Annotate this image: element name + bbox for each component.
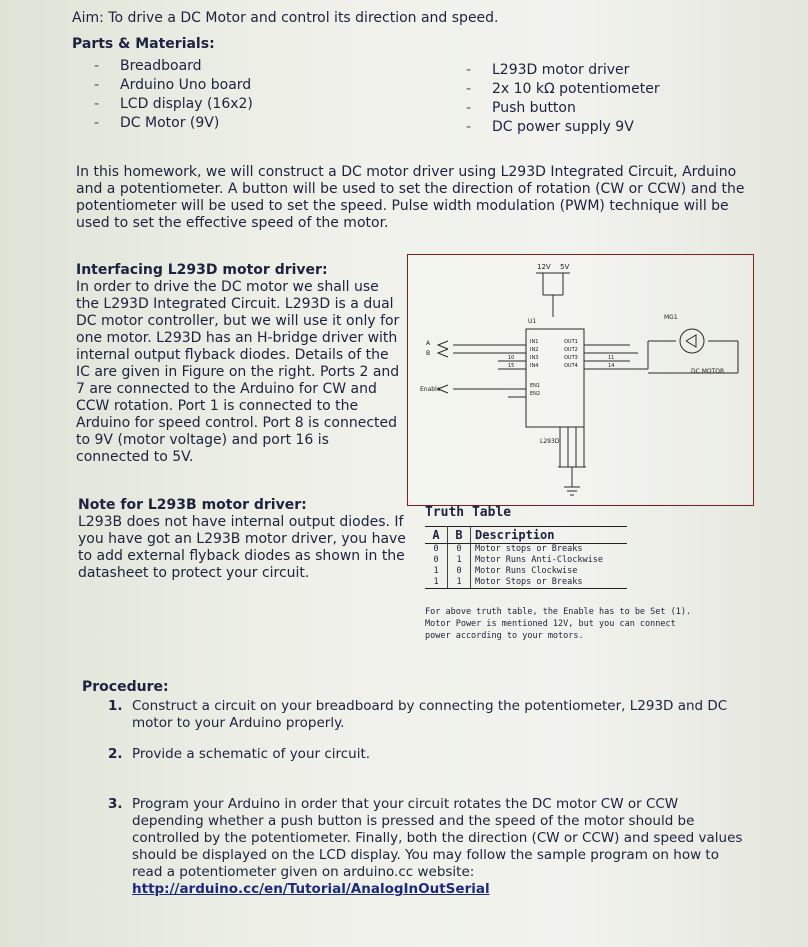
procedure-step-2: 2. Provide a schematic of your circuit.	[108, 746, 371, 762]
svg-text:14: 14	[608, 363, 615, 369]
table-row: 0 1 Motor Runs Anti-Clockwise	[425, 555, 627, 566]
list-item: - LCD display (16x2)	[94, 96, 253, 112]
svg-text:IN3: IN3	[530, 355, 539, 361]
svg-text:U1: U1	[528, 318, 537, 325]
table-row: 0 0 Motor stops or Breaks	[425, 544, 627, 556]
svg-text:OUT4: OUT4	[564, 363, 578, 369]
svg-text:MG1: MG1	[664, 314, 678, 321]
svg-text:B: B	[426, 350, 431, 357]
procedure-step-3: 3. Program your Arduino in order that your circuit rotates the DC motor CW or CCW depending whether a push button is pressed and the speed of the motor should be controlled by the potentiometer. Finally, both the direction (CW or CCW) and speed values should be displayed on the LCD display. You may follow the sample program on how to read a potentiometer given on arduino.cc website: http://arduino.cc/en/Tutorial/AnalogInOutSerial	[108, 796, 743, 897]
list-item: - DC power supply 9V	[466, 119, 634, 135]
note-section	[78, 497, 408, 582]
truth-table	[425, 526, 627, 589]
schematic-drawing	[408, 255, 753, 505]
procedure-step-1: 1. Construct a circuit on your breadboard by connecting the potentiometer, L293D and DC motor to your Arduino properly.	[108, 698, 728, 731]
interfacing-body: In order to drive the DC motor we shall use the L293D Integrated Circuit. L293D is a dual DC motor controller, but we will use it only for one motor. L293D has an H-bridge driver with internal output flyback diodes. Details of the IC are given in Figure on the right. Ports 2 and 7 are connected to the Arduino for CW and CCW rotation. Port 1 is connected to the Arduino for speed control. Port 8 is connected to 9V (motor voltage) and port 16 is connected to 5V.	[76, 279, 400, 465]
list-item: - DC Motor (9V)	[94, 115, 220, 131]
list-item: - Arduino Uno board	[94, 77, 252, 93]
svg-text:10: 10	[508, 355, 515, 361]
svg-text:IN1: IN1	[530, 339, 539, 345]
svg-text:L293D: L293D	[540, 438, 560, 445]
procedure-title: Procedure:	[82, 679, 169, 695]
truth-table-note: For above truth table, the Enable has to be Set (1). Motor Power is mentioned 12V, but you can connect power according to your motors.	[425, 607, 692, 641]
svg-text:OUT1: OUT1	[564, 339, 578, 345]
parts-list-right	[466, 61, 660, 137]
svg-text:IN4: IN4	[530, 363, 539, 369]
svg-text:Enable: Enable	[420, 386, 441, 393]
svg-text:IN2: IN2	[530, 347, 539, 353]
list-item: - 2x 10 kΩ potentiometer	[466, 81, 660, 97]
svg-text:12V: 12V	[537, 263, 551, 271]
interfacing-title: Interfacing L293D motor driver:	[76, 262, 328, 278]
list-item: - Push button	[466, 100, 576, 116]
table-row: 1 0 Motor Runs Clockwise	[425, 566, 627, 577]
aim-line: Aim: To drive a DC Motor and control its direction and speed.	[72, 10, 499, 26]
list-item: - L293D motor driver	[466, 62, 630, 78]
svg-text:DC MOTOR: DC MOTOR	[691, 368, 725, 375]
truth-table-title: Truth Table	[425, 505, 512, 520]
svg-text:EN1: EN1	[530, 383, 541, 389]
svg-text:EN2: EN2	[530, 391, 541, 397]
table-row: 1 1 Motor Stops or Breaks	[425, 577, 627, 589]
circuit-schematic	[407, 254, 754, 506]
parts-title: Parts & Materials:	[72, 36, 215, 52]
note-body: L293B does not have internal output diodes. If you have got an L293B motor driver, you have to add external flyback diodes as shown in the datasheet to protect your circuit.	[78, 514, 406, 581]
svg-text:15: 15	[508, 363, 515, 369]
list-item: - Breadboard	[94, 58, 202, 74]
interfacing-section	[76, 262, 406, 466]
svg-text:A: A	[426, 340, 431, 347]
table-header-row: A B Description	[425, 527, 627, 544]
parts-list-left	[94, 57, 253, 133]
tutorial-link[interactable]: http://arduino.cc/en/Tutorial/AnalogInOutSerial	[132, 881, 490, 897]
note-title: Note for L293B motor driver:	[78, 497, 307, 513]
svg-text:OUT2: OUT2	[564, 347, 578, 353]
svg-text:5V: 5V	[560, 263, 570, 271]
svg-text:11: 11	[608, 355, 615, 361]
intro-paragraph: In this homework, we will construct a DC motor driver using L293D Integrated Circuit, Arduino and a potentiometer. A button will be used to set the direction of rotation (CW or CCW) and the potentiometer will be used to set the speed. Pulse width modulation (PWM) technique will be used to set the effective speed of the motor.	[76, 164, 745, 231]
svg-text:OUT3: OUT3	[564, 355, 578, 361]
